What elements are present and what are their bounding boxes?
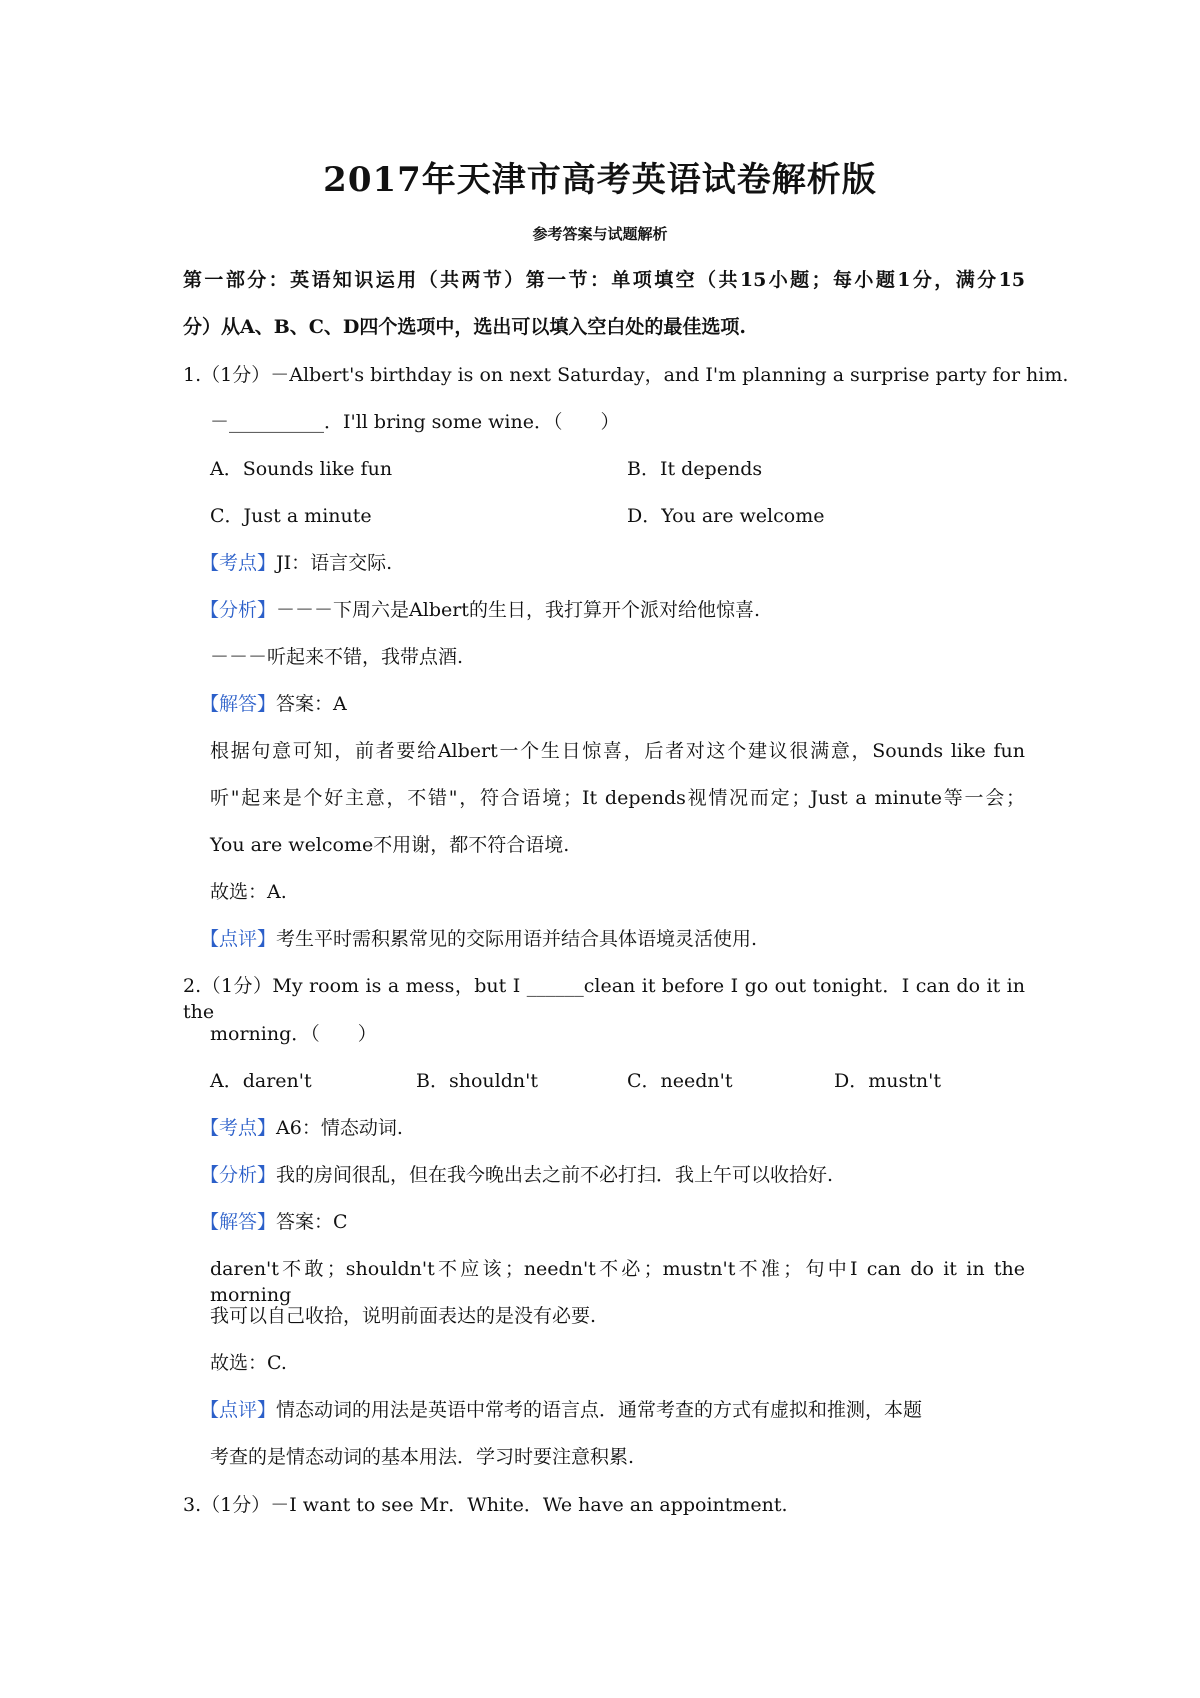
q2-dianping — [200, 1397, 1025, 1423]
q2-jieda-tag: 【解答】 — [200, 1211, 277, 1233]
q2-dianping-tag: 【点评】 — [200, 1399, 277, 1421]
page-title: 2017年天津市高考英语试卷解析版 — [323, 160, 877, 200]
q1-jieda-tag: 【解答】 — [200, 693, 277, 715]
q1-jieda-text: 答案：A — [276, 693, 347, 715]
q3-stem-line-1: 3.（1分）－I want to see Mr．White．We have an appointment. — [183, 1494, 788, 1516]
section-heading-line-1: 第一部分：英语知识运用（共两节）第一节：单项填空（共15小题；每小题1分，满分15 — [183, 269, 1025, 291]
q2-jieda — [200, 1209, 348, 1235]
q2-jieda-text: 答案：C — [276, 1211, 348, 1233]
q1-fenxi-tag: 【分析】 — [200, 599, 277, 621]
q1-fenxi-text: －－－下周六是Albert的生日，我打算开个派对给他惊喜. — [276, 599, 760, 621]
q1-answer-choice: 故选：A. — [210, 881, 287, 903]
q1-dianping-text: 考生平时需积累常见的交际用语并结合具体语境灵活使用. — [276, 928, 758, 950]
q1-option-c: C．Just a minute — [210, 505, 372, 527]
q2-stem-line-1: 2.（1分）My room is a mess，but I ______clean it before I go out tonight．I can do it in the — [183, 975, 1025, 1023]
q2-option-b: B．shouldn't — [416, 1070, 538, 1092]
page-subtitle: 参考答案与试题解析 — [532, 225, 668, 243]
q1-option-a: A．Sounds like fun — [210, 458, 393, 480]
section-heading-line-2: 分）从A、B、C、D四个选项中，选出可以填入空白处的最佳选项. — [183, 316, 747, 338]
q1-option-b: B．It depends — [627, 458, 763, 480]
q2-dianping-text: 情态动词的用法是英语中常考的语言点．通常考查的方式有虚拟和推测，本题 — [276, 1399, 923, 1421]
q1-explain-line-3: You are welcome不用谢，都不符合语境. — [210, 834, 570, 856]
q1-kaodian — [200, 550, 392, 576]
q2-fenxi-tag: 【分析】 — [200, 1164, 277, 1186]
q2-explain-line-2: 我可以自己收拾，说明前面表达的是没有必要. — [210, 1305, 597, 1327]
q1-dianping-tag: 【点评】 — [200, 928, 277, 950]
q1-fenxi-line-2: －－－听起来不错，我带点酒. — [210, 646, 464, 668]
q2-explain-line-1: daren't不敢；shouldn't不应该；needn't不必；mustn't不准；句中I can do it in the morning — [210, 1258, 1025, 1306]
q2-dianping-line-2: 考查的是情态动词的基本用法．学习时要注意积累. — [210, 1446, 635, 1468]
q1-stem-line-1: 1.（1分）－Albert's birthday is on next Saturday，and I'm planning a surprise party for him. — [183, 364, 1069, 386]
q1-dianping — [200, 926, 757, 952]
q2-answer-choice: 故选：C. — [210, 1352, 287, 1374]
q1-explain-line-1: 根据句意可知，前者要给Albert一个生日惊喜，后者对这个建议很满意，Sounds like fun — [210, 740, 1025, 762]
q2-kaodian-text: A6：情态动词. — [276, 1117, 403, 1139]
q2-option-c: C．needn't — [627, 1070, 733, 1092]
q1-fenxi — [200, 597, 760, 623]
q2-kaodian-tag: 【考点】 — [200, 1117, 277, 1139]
q2-stem-line-2: morning．（ ） — [210, 1023, 377, 1045]
q2-option-a: A．daren't — [210, 1070, 312, 1092]
q2-option-d: D．mustn't — [834, 1070, 941, 1092]
q1-jieda — [200, 691, 347, 717]
q2-fenxi — [200, 1162, 833, 1188]
q2-fenxi-text: 我的房间很乱，但在我今晚出去之前不必打扫．我上午可以收拾好. — [276, 1164, 834, 1186]
q1-option-d: D．You are welcome — [627, 505, 825, 527]
q2-kaodian — [200, 1115, 403, 1141]
q1-kaodian-text: JI：语言交际. — [276, 552, 393, 574]
q1-explain-line-2: 听"起来是个好主意，不错"，符合语境；It depends视情况而定；Just a minute等一会； — [210, 787, 1025, 809]
q1-kaodian-tag: 【考点】 — [200, 552, 277, 574]
q1-stem-line-2: －__________．I'll bring some wine．（ ） — [210, 411, 620, 433]
